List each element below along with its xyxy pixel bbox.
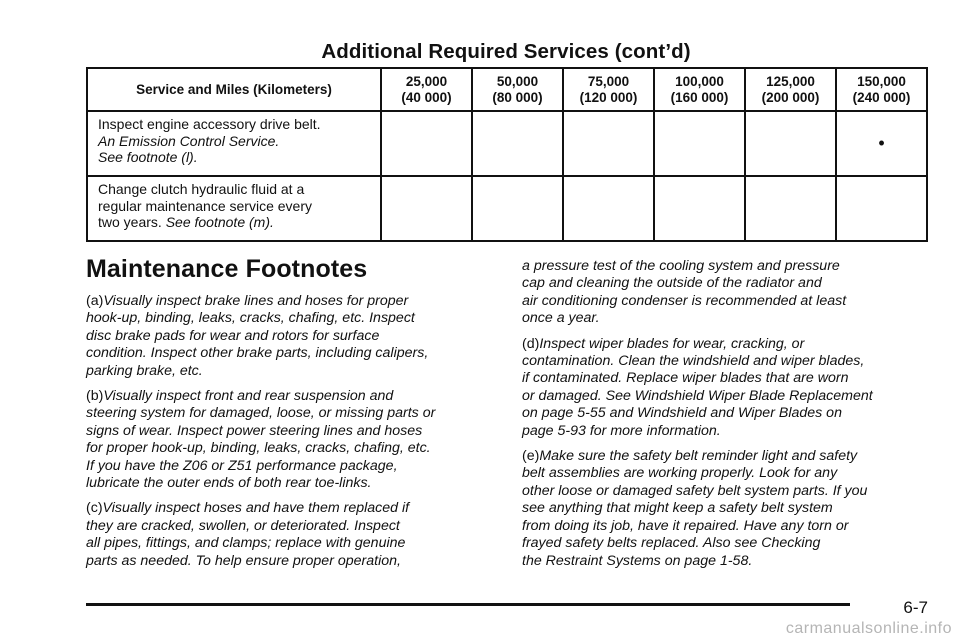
footnote-c-continued: a pressure test of the cooling system and pressure cap and cleaning the outside of the radiator and air conditioning condenser is recommended at least once a year. <box>522 258 847 327</box>
service-cell: Change clutch hydraulic fluid at a regular maintenance service every two years. See footnote (m). <box>87 176 381 241</box>
header-mileage-100000: 100,000 (160 000) <box>654 68 745 111</box>
page-number: 6-7 <box>903 598 928 617</box>
table-row <box>87 111 927 176</box>
mark-cell <box>745 176 836 241</box>
footnote-c: (c)Visually inspect hoses and have them replaced if they are cracked, swollen, or deteriorated. Inspect all pipes, fittings, and clamps; replace with genuine parts as needed. To help ensure proper operation, <box>86 500 410 569</box>
mark-cell <box>836 176 927 241</box>
table-title: Additional Required Services (cont’d) <box>321 40 691 63</box>
header-mileage-150000: 150,000 (240 000) <box>836 68 927 111</box>
mark-cell <box>381 176 472 241</box>
footnotes-left-column <box>86 293 491 578</box>
header-mileage-125000: 125,000 (200 000) <box>745 68 836 111</box>
section-heading: Maintenance Footnotes <box>86 255 368 283</box>
mark-cell <box>654 111 745 176</box>
mark-cell-bullet: • <box>836 111 927 176</box>
mark-cell <box>381 111 472 176</box>
table-row <box>87 176 927 241</box>
mark-cell <box>745 111 836 176</box>
mark-cell <box>472 111 563 176</box>
service-cell: Inspect engine accessory drive belt. An Emission Control Service. See footnote (l). <box>87 111 381 176</box>
mark-cell <box>472 176 563 241</box>
header-mileage-50000: 50,000 (80 000) <box>472 68 563 111</box>
mark-cell <box>563 176 654 241</box>
footer-rule <box>86 603 850 606</box>
mark-cell <box>563 111 654 176</box>
footnote-a: (a)Visually inspect brake lines and hoses for proper hook-up, binding, leaks, cracks, chafing, etc. Inspect disc brake pads for wear and rotors for surface condition. Inspect other brake parts, including calipers, parking brake, etc. <box>86 293 429 379</box>
watermark: carmanualsonline.info <box>785 620 952 637</box>
header-mileage-75000: 75,000 (120 000) <box>563 68 654 111</box>
footnote-e: (e)Make sure the safety belt reminder light and safety belt assemblies are working properly. Look for any other loose or damaged safety belt system parts. If you see anything that might keep a safety belt system from doing its job, have it repaired. Have any torn or frayed safety belts replaced. Also see Checking the Restraint Systems on page 1-58. <box>522 448 868 569</box>
footnote-d: (d)Inspect wiper blades for wear, cracking, or contamination. Clean the windshield and wiper blades, if contaminated. Replace wiper blades that are worn or damaged. See Windshield Wiper Blade Replacement on page 5-55 and Windshield and Wiper Blades on page 5-93 for more information. <box>522 335 873 439</box>
footnotes-right-column <box>522 258 927 578</box>
services-table <box>86 67 928 242</box>
mark-cell <box>654 176 745 241</box>
footnote-b: (b)Visually inspect front and rear suspension and steering system for damaged, loose, or missing parts or signs of wear. Inspect power steering lines and hoses for proper hook-up, binding, leaks, cracks, chafing, etc. If you have the Z06 or Z51 performance package, lubricate the outer ends of both rear toe-links. <box>86 388 436 492</box>
table-header-row <box>87 68 927 111</box>
header-mileage-25000: 25,000 (40 000) <box>381 68 472 111</box>
header-service: Service and Miles (Kilometers) <box>87 68 381 111</box>
